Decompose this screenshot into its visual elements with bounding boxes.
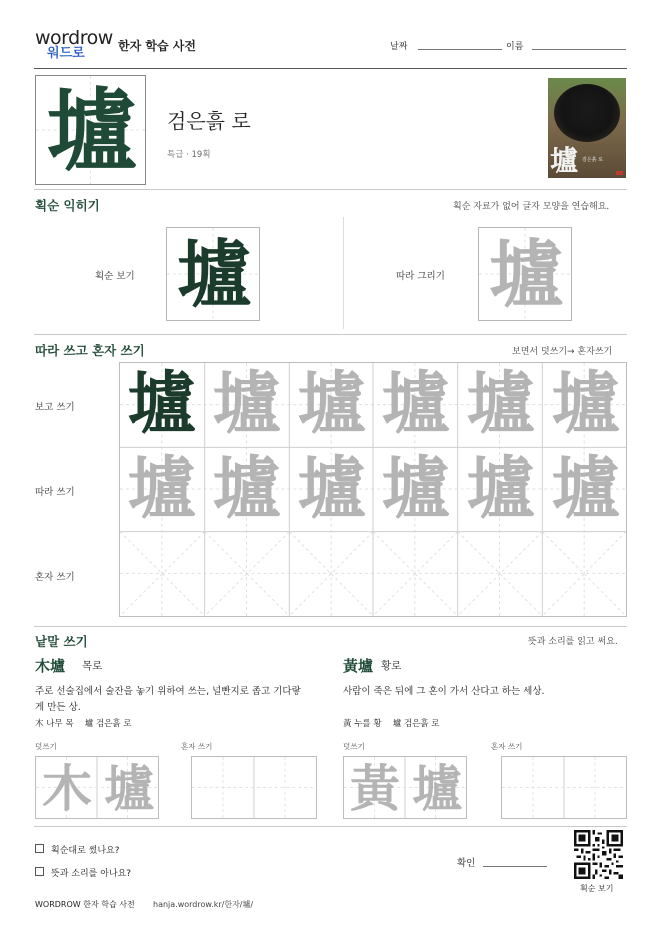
self-write-cell[interactable] bbox=[458, 532, 543, 617]
word-trace-character: 壚 bbox=[412, 759, 462, 818]
words-section-title: 낱말 쓰기 bbox=[35, 634, 88, 649]
word-trace-character: 壚 bbox=[104, 759, 154, 818]
date-label: 날짜 bbox=[390, 42, 408, 52]
self-write-cell[interactable] bbox=[543, 532, 628, 617]
word-hanja: 黃壚 bbox=[343, 657, 374, 675]
practice-divider bbox=[34, 626, 627, 627]
word-self-box[interactable] bbox=[501, 756, 627, 819]
qr-caption: 획순 보기 bbox=[580, 884, 614, 893]
self-write-cell[interactable] bbox=[119, 532, 204, 617]
hero-character-box bbox=[35, 75, 146, 185]
practice-row-label: 따라 쓰기 bbox=[35, 487, 75, 498]
stroke-view-label: 획순 보기 bbox=[95, 271, 135, 282]
thumbnail-badge bbox=[616, 171, 623, 175]
word-definition: 사람이 죽은 뒤에 그 혼이 가서 산다고 하는 세상. bbox=[343, 686, 545, 697]
word-trace-character: 黃 bbox=[350, 759, 400, 818]
trace-character[interactable]: 壚 bbox=[212, 449, 281, 529]
trace-label: 덧쓰기 bbox=[343, 742, 365, 751]
stroke-divider bbox=[34, 334, 627, 335]
practice-row-label: 보고 쓰기 bbox=[35, 402, 75, 413]
date-field[interactable] bbox=[418, 49, 502, 50]
stroke-trace-character: 壚 bbox=[489, 232, 563, 318]
logo-wordmark: wordrow bbox=[35, 27, 113, 49]
trace-character[interactable]: 壚 bbox=[466, 449, 535, 529]
thumbnail-character: 壚 bbox=[550, 144, 579, 177]
logo[interactable] bbox=[35, 28, 111, 64]
soil-image bbox=[554, 84, 620, 142]
stroke-section-vdivider bbox=[343, 217, 344, 329]
name-field[interactable] bbox=[532, 49, 626, 50]
trace-character[interactable]: 壚 bbox=[212, 364, 281, 444]
trace-character[interactable]: 壚 bbox=[297, 364, 366, 444]
words-section-note: 뜻과 소리를 읽고 써요. bbox=[528, 637, 618, 647]
word-parts: 黃 누를 황 壚 검은흙 로 bbox=[343, 719, 440, 729]
stroke-trace-label: 따라 그리기 bbox=[396, 271, 445, 282]
grade-strokes: 특급 · 19획 bbox=[167, 150, 211, 160]
stroke-section-title: 획순 익히기 bbox=[35, 198, 100, 213]
model-character: 壚 bbox=[127, 364, 196, 444]
checkbox[interactable] bbox=[35, 867, 44, 876]
word-parts: 木 나무 목 壚 검은흙 로 bbox=[35, 719, 132, 729]
hero-thumbnail[interactable] bbox=[548, 78, 626, 178]
hero-character: 壚 bbox=[46, 78, 137, 184]
checkbox[interactable] bbox=[35, 844, 44, 853]
words-divider bbox=[34, 826, 627, 827]
practice-row-label: 혼자 쓰기 bbox=[35, 572, 75, 583]
trace-character[interactable]: 壚 bbox=[466, 364, 535, 444]
trace-character[interactable]: 壚 bbox=[551, 449, 620, 529]
checklist-item: 뜻과 소리를 아나요? bbox=[51, 869, 132, 879]
footer-url[interactable]: hanja.wordrow.kr/한자/壚/ bbox=[153, 900, 254, 909]
footer-brand: WORDROW 한자 학습 사전 bbox=[35, 900, 135, 909]
stroke-view-box bbox=[166, 227, 260, 321]
word-reading: 목로 bbox=[82, 660, 103, 672]
word-reading: 황로 bbox=[381, 660, 402, 672]
confirm-field[interactable] bbox=[483, 866, 547, 867]
hero-divider bbox=[34, 189, 627, 190]
self-label: 혼자 쓰기 bbox=[181, 742, 213, 751]
word-trace-box[interactable] bbox=[343, 756, 467, 819]
self-write-cell[interactable] bbox=[373, 532, 458, 617]
logo-korean: 워드로 bbox=[47, 46, 85, 61]
word-trace-character: 木 bbox=[42, 759, 92, 818]
meaning-sound: 검은흙 로 bbox=[167, 109, 251, 133]
header-divider bbox=[34, 68, 627, 69]
trace-character[interactable]: 壚 bbox=[127, 449, 196, 529]
trace-character[interactable]: 壚 bbox=[381, 449, 450, 529]
trace-character[interactable]: 壚 bbox=[381, 364, 450, 444]
checklist-item: 획순대로 썼나요? bbox=[51, 846, 120, 856]
stroke-section-note: 획순 자료가 없어 글자 모양을 연습해요. bbox=[453, 202, 610, 212]
stroke-trace-box[interactable] bbox=[478, 227, 572, 321]
header-title: 한자 학습 사전 bbox=[118, 39, 196, 53]
name-label: 이름 bbox=[506, 42, 524, 52]
word-self-box[interactable] bbox=[191, 756, 317, 819]
practice-section-title: 따라 쓰고 혼자 쓰기 bbox=[35, 343, 145, 358]
word-trace-box[interactable] bbox=[35, 756, 159, 819]
stroke-view-character: 壚 bbox=[177, 232, 251, 318]
trace-character[interactable]: 壚 bbox=[551, 364, 620, 444]
practice-section-note: 보면서 덧쓰기→ 혼자쓰기 bbox=[512, 347, 613, 357]
trace-character[interactable]: 壚 bbox=[297, 449, 366, 529]
word-definition: 주로 선술집에서 술잔을 놓기 위하여 쓰는, 널빤지로 좁고 기다랗게 만든 상. bbox=[35, 686, 301, 713]
trace-label: 덧쓰기 bbox=[35, 742, 57, 751]
thumbnail-caption: 검은흙 로 bbox=[582, 157, 603, 163]
confirm-label: 확인 bbox=[457, 858, 476, 869]
self-write-cell[interactable] bbox=[289, 532, 374, 617]
qr-code[interactable] bbox=[574, 830, 623, 879]
self-label: 혼자 쓰기 bbox=[491, 742, 523, 751]
word-hanja: 木壚 bbox=[35, 657, 66, 675]
self-write-cell[interactable] bbox=[204, 532, 289, 617]
